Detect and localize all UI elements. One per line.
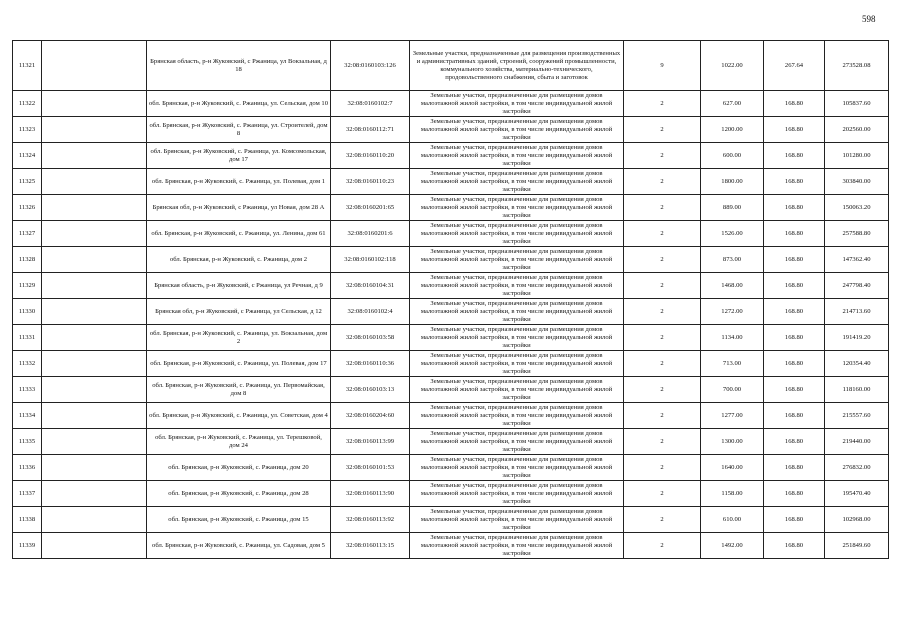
specific-value-cell: 168.80 (764, 169, 825, 195)
land-use-cell: Земельные участки, предназначенные для размещения домов малоэтажной жилой застройки, в том числе индивидуальной жилой застройки (410, 403, 624, 429)
use-category-cell: 2 (624, 533, 701, 559)
empty-cell (42, 325, 147, 351)
parcel-id-cell: 11331 (13, 325, 42, 351)
area-cell: 889.00 (701, 195, 764, 221)
area-cell: 1526.00 (701, 221, 764, 247)
cadastral-number-cell: 32:08:0160101:53 (331, 455, 410, 481)
empty-cell (42, 273, 147, 299)
area-cell: 1640.00 (701, 455, 764, 481)
table-row (13, 299, 889, 325)
parcel-id-cell: 11321 (13, 41, 42, 91)
cadastral-number-cell: 32:08:0160104:31 (331, 273, 410, 299)
cadastral-value-cell: 215557.60 (825, 403, 889, 429)
specific-value-cell: 168.80 (764, 221, 825, 247)
land-use-cell: Земельные участки, предназначенные для размещения домов малоэтажной жилой застройки, в том числе индивидуальной жилой застройки (410, 299, 624, 325)
land-use-cell: Земельные участки, предназначенные для размещения домов малоэтажной жилой застройки, в том числе индивидуальной жилой застройки (410, 351, 624, 377)
land-use-cell: Земельные участки, предназначенные для размещения домов малоэтажной жилой застройки, в том числе индивидуальной жилой застройки (410, 429, 624, 455)
land-use-cell: Земельные участки, предназначенные для размещения домов малоэтажной жилой застройки, в том числе индивидуальной жилой застройки (410, 455, 624, 481)
specific-value-cell: 168.80 (764, 117, 825, 143)
specific-value-cell: 168.80 (764, 481, 825, 507)
address-cell: обл. Брянская, р-н Жуковский, с. Ржаница, ул. Терешковой, дом 24 (147, 429, 331, 455)
specific-value-cell: 267.64 (764, 41, 825, 91)
address-cell: обл. Брянская, р-н Жуковский, с. Ржаница, дом 2 (147, 247, 331, 273)
cadastral-value-cell: 147362.40 (825, 247, 889, 273)
land-use-cell: Земельные участки, предназначенные для размещения домов малоэтажной жилой застройки, в том числе индивидуальной жилой застройки (410, 325, 624, 351)
use-category-cell: 2 (624, 143, 701, 169)
area-cell: 1022.00 (701, 41, 764, 91)
parcel-id-cell: 11325 (13, 169, 42, 195)
area-cell: 1492.00 (701, 533, 764, 559)
land-use-cell: Земельные участки, предназначенные для размещения домов малоэтажной жилой застройки, в том числе индивидуальной жилой застройки (410, 533, 624, 559)
empty-cell (42, 533, 147, 559)
address-cell: обл. Брянская, р-н Жуковский, с. Ржаница, ул. Комсомольская, дом 17 (147, 143, 331, 169)
use-category-cell: 2 (624, 507, 701, 533)
table-row (13, 221, 889, 247)
table-row (13, 273, 889, 299)
table-row (13, 91, 889, 117)
parcel-id-cell: 11326 (13, 195, 42, 221)
specific-value-cell: 168.80 (764, 429, 825, 455)
use-category-cell: 2 (624, 377, 701, 403)
use-category-cell: 2 (624, 221, 701, 247)
cadastral-number-cell: 32:08:0160112:71 (331, 117, 410, 143)
area-cell: 1272.00 (701, 299, 764, 325)
address-cell: обл. Брянская, р-н Жуковский, с. Ржаница, ул. Вокзальная, дом 2 (147, 325, 331, 351)
address-cell: обл. Брянская, р-н Жуковский, с. Ржаница, дом 20 (147, 455, 331, 481)
table-row (13, 481, 889, 507)
area-cell: 1200.00 (701, 117, 764, 143)
table-row (13, 195, 889, 221)
parcel-id-cell: 11330 (13, 299, 42, 325)
cadastral-number-cell: 32:08:0160103:58 (331, 325, 410, 351)
table-row (13, 351, 889, 377)
area-cell: 1158.00 (701, 481, 764, 507)
empty-cell (42, 195, 147, 221)
empty-cell (42, 377, 147, 403)
area-cell: 713.00 (701, 351, 764, 377)
area-cell: 1277.00 (701, 403, 764, 429)
empty-cell (42, 169, 147, 195)
address-cell: обл. Брянская, р-н Жуковский, с. Ржаница, ул. Ленина, дом 61 (147, 221, 331, 247)
cadastral-number-cell: 32:08:0160204:60 (331, 403, 410, 429)
cadastral-number-cell: 32:08:0160102:7 (331, 91, 410, 117)
specific-value-cell: 168.80 (764, 299, 825, 325)
cadastral-value-cell: 118160.00 (825, 377, 889, 403)
area-cell: 610.00 (701, 507, 764, 533)
table-row (13, 169, 889, 195)
land-use-cell: Земельные участки, предназначенные для размещения домов малоэтажной жилой застройки, в том числе индивидуальной жилой застройки (410, 169, 624, 195)
cadastral-number-cell: 32:08:0160110:36 (331, 351, 410, 377)
empty-cell (42, 143, 147, 169)
address-cell: обл. Брянская, р-н Жуковский, с. Ржаница, дом 15 (147, 507, 331, 533)
cadastral-value-cell: 219440.00 (825, 429, 889, 455)
empty-cell (42, 429, 147, 455)
area-cell: 1134.00 (701, 325, 764, 351)
cadastral-value-cell: 273528.08 (825, 41, 889, 91)
empty-cell (42, 41, 147, 91)
area-cell: 873.00 (701, 247, 764, 273)
specific-value-cell: 168.80 (764, 377, 825, 403)
land-use-cell: Земельные участки, предназначенные для размещения домов малоэтажной жилой застройки, в том числе индивидуальной жилой застройки (410, 143, 624, 169)
table-row (13, 247, 889, 273)
address-cell: обл. Брянская, р-н Жуковский, с. Ржаница, ул. Советская, дом 4 (147, 403, 331, 429)
parcel-id-cell: 11336 (13, 455, 42, 481)
parcel-id-cell: 11322 (13, 91, 42, 117)
address-cell: Брянская обл, р-н Жуковский, с Ржаница, ул Сельская, д 12 (147, 299, 331, 325)
land-use-cell: Земельные участки, предназначенные для размещения домов малоэтажной жилой застройки, в том числе индивидуальной жилой застройки (410, 273, 624, 299)
empty-cell (42, 299, 147, 325)
empty-cell (42, 481, 147, 507)
area-cell: 1300.00 (701, 429, 764, 455)
cadastral-value-cell: 191419.20 (825, 325, 889, 351)
parcel-id-cell: 11335 (13, 429, 42, 455)
cadastral-number-cell: 32:08:0160110:23 (331, 169, 410, 195)
use-category-cell: 2 (624, 403, 701, 429)
table-row (13, 429, 889, 455)
use-category-cell: 2 (624, 429, 701, 455)
specific-value-cell: 168.80 (764, 403, 825, 429)
use-category-cell: 2 (624, 169, 701, 195)
address-cell: Брянская обл, р-н Жуковский, с Ржаница, ул Новая, дом 28 А (147, 195, 331, 221)
land-use-cell: Земельные участки, предназначенные для размещения домов малоэтажной жилой застройки, в том числе индивидуальной жилой застройки (410, 481, 624, 507)
area-cell: 1468.00 (701, 273, 764, 299)
parcel-id-cell: 11324 (13, 143, 42, 169)
table-row (13, 533, 889, 559)
parcel-id-cell: 11323 (13, 117, 42, 143)
cadastral-value-cell: 247798.40 (825, 273, 889, 299)
parcel-id-cell: 11338 (13, 507, 42, 533)
parcel-id-cell: 11328 (13, 247, 42, 273)
parcel-id-cell: 11333 (13, 377, 42, 403)
land-use-cell: Земельные участки, предназначенные для размещения домов малоэтажной жилой застройки, в том числе индивидуальной жилой застройки (410, 117, 624, 143)
empty-cell (42, 247, 147, 273)
area-cell: 1800.00 (701, 169, 764, 195)
use-category-cell: 9 (624, 41, 701, 91)
cadastral-number-cell: 32:08:0160113:99 (331, 429, 410, 455)
empty-cell (42, 117, 147, 143)
table-body (13, 41, 889, 559)
land-use-cell: Земельные участки, предназначенные для размещения домов малоэтажной жилой застройки, в том числе индивидуальной жилой застройки (410, 91, 624, 117)
use-category-cell: 2 (624, 195, 701, 221)
cadastral-number-cell: 32:08:0160103:13 (331, 377, 410, 403)
use-category-cell: 2 (624, 91, 701, 117)
page-number: 598 (862, 14, 876, 24)
cadastral-value-cell: 251849.60 (825, 533, 889, 559)
cadastral-number-cell: 32:08:0160113:92 (331, 507, 410, 533)
table-row (13, 143, 889, 169)
cadastral-value-cell: 102968.00 (825, 507, 889, 533)
specific-value-cell: 168.80 (764, 247, 825, 273)
cadastral-value-cell: 105837.60 (825, 91, 889, 117)
table-row (13, 455, 889, 481)
specific-value-cell: 168.80 (764, 143, 825, 169)
parcel-id-cell: 11332 (13, 351, 42, 377)
land-use-cell: Земельные участки, предназначенные для размещения домов малоэтажной жилой застройки, в том числе индивидуальной жилой застройки (410, 221, 624, 247)
cadastral-value-cell: 195470.40 (825, 481, 889, 507)
empty-cell (42, 91, 147, 117)
specific-value-cell: 168.80 (764, 455, 825, 481)
empty-cell (42, 507, 147, 533)
area-cell: 627.00 (701, 91, 764, 117)
table-row (13, 41, 889, 91)
area-cell: 600.00 (701, 143, 764, 169)
address-cell: обл. Брянская, р-н Жуковский, с. Ржаница, ул. Садовая, дом 5 (147, 533, 331, 559)
land-registry-table (12, 40, 889, 559)
table-row (13, 117, 889, 143)
land-use-cell: Земельные участки, предназначенные для размещения производственных и административных зданий, строений, сооружений промышленности, коммунального хозяйства, материально-технического, продовольственного снабжения, сбыта и заготовок (410, 41, 624, 91)
area-cell: 700.00 (701, 377, 764, 403)
land-use-cell: Земельные участки, предназначенные для размещения домов малоэтажной жилой застройки, в том числе индивидуальной жилой застройки (410, 377, 624, 403)
parcel-id-cell: 11329 (13, 273, 42, 299)
cadastral-value-cell: 303840.00 (825, 169, 889, 195)
cadastral-number-cell: 32:08:0160110:20 (331, 143, 410, 169)
specific-value-cell: 168.80 (764, 273, 825, 299)
address-cell: обл. Брянская, р-н Жуковский, с. Ржаница, ул. Полевая, дом 1 (147, 169, 331, 195)
specific-value-cell: 168.80 (764, 195, 825, 221)
cadastral-number-cell: 32:08:0160102:118 (331, 247, 410, 273)
address-cell: обл. Брянская, р-н Жуковский, с. Ржаница, дом 28 (147, 481, 331, 507)
land-use-cell: Земельные участки, предназначенные для размещения домов малоэтажной жилой застройки, в том числе индивидуальной жилой застройки (410, 507, 624, 533)
specific-value-cell: 168.80 (764, 533, 825, 559)
cadastral-number-cell: 32:08:0160201:65 (331, 195, 410, 221)
address-cell: обл. Брянская, р-н Жуковский, с. Ржаница, ул. Сельская, дом 10 (147, 91, 331, 117)
empty-cell (42, 221, 147, 247)
cadastral-value-cell: 202560.00 (825, 117, 889, 143)
cadastral-number-cell: 32:08:0160201:6 (331, 221, 410, 247)
cadastral-number-cell: 32:08:0160113:90 (331, 481, 410, 507)
cadastral-value-cell: 214713.60 (825, 299, 889, 325)
use-category-cell: 2 (624, 273, 701, 299)
address-cell: Брянская область, р-н Жуковский, с Ржаница, ул Речная, д 9 (147, 273, 331, 299)
parcel-id-cell: 11337 (13, 481, 42, 507)
use-category-cell: 2 (624, 117, 701, 143)
cadastral-value-cell: 257588.80 (825, 221, 889, 247)
address-cell: обл. Брянская, р-н Жуковский, с. Ржаница, ул. Первомайская, дом 8 (147, 377, 331, 403)
cadastral-value-cell: 150063.20 (825, 195, 889, 221)
empty-cell (42, 351, 147, 377)
table-row (13, 377, 889, 403)
table-row (13, 403, 889, 429)
cadastral-value-cell: 120354.40 (825, 351, 889, 377)
use-category-cell: 2 (624, 481, 701, 507)
table-row (13, 507, 889, 533)
parcel-id-cell: 11339 (13, 533, 42, 559)
address-cell: обл. Брянская, р-н Жуковский, с. Ржаница, ул. Строителей, дом 8 (147, 117, 331, 143)
use-category-cell: 2 (624, 247, 701, 273)
land-use-cell: Земельные участки, предназначенные для размещения домов малоэтажной жилой застройки, в том числе индивидуальной жилой застройки (410, 195, 624, 221)
cadastral-value-cell: 276832.00 (825, 455, 889, 481)
cadastral-number-cell: 32:08:0160103:126 (331, 41, 410, 91)
specific-value-cell: 168.80 (764, 507, 825, 533)
table-row (13, 325, 889, 351)
specific-value-cell: 168.80 (764, 351, 825, 377)
parcel-id-cell: 11327 (13, 221, 42, 247)
use-category-cell: 2 (624, 455, 701, 481)
use-category-cell: 2 (624, 351, 701, 377)
empty-cell (42, 403, 147, 429)
empty-cell (42, 455, 147, 481)
cadastral-number-cell: 32:08:0160102:4 (331, 299, 410, 325)
use-category-cell: 2 (624, 325, 701, 351)
specific-value-cell: 168.80 (764, 325, 825, 351)
address-cell: обл. Брянская, р-н Жуковский, с. Ржаница, ул. Полевая, дом 17 (147, 351, 331, 377)
address-cell: Брянская область, р-н Жуковский, с Ржаница, ул Вокзальная, д 18 (147, 41, 331, 91)
parcel-id-cell: 11334 (13, 403, 42, 429)
cadastral-value-cell: 101280.00 (825, 143, 889, 169)
specific-value-cell: 168.80 (764, 91, 825, 117)
use-category-cell: 2 (624, 299, 701, 325)
land-use-cell: Земельные участки, предназначенные для размещения домов малоэтажной жилой застройки, в том числе индивидуальной жилой застройки (410, 247, 624, 273)
cadastral-number-cell: 32:08:0160113:15 (331, 533, 410, 559)
